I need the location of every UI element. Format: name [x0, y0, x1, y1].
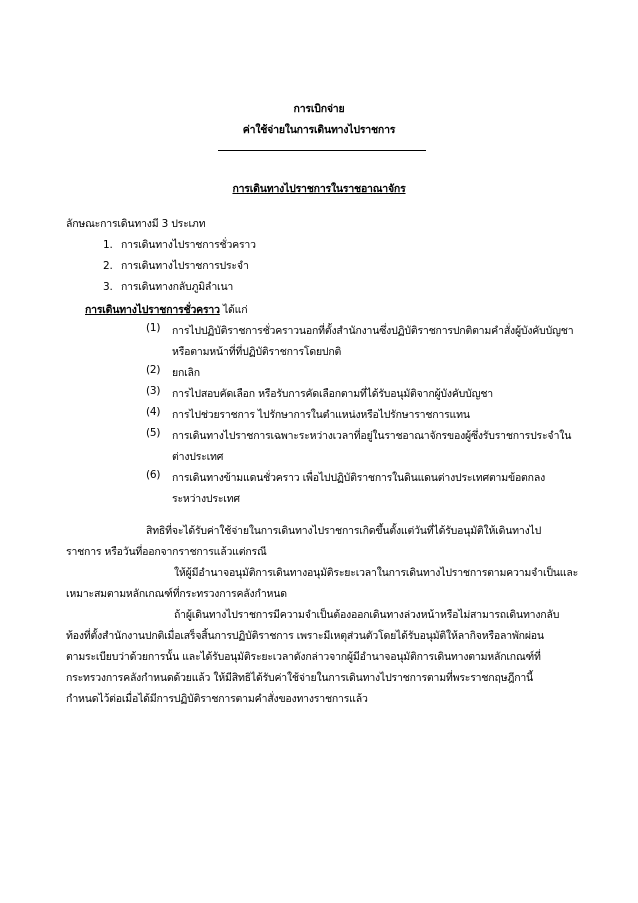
list-label: การเดินทางไปราชการชั่วคราว [121, 239, 256, 251]
temporary-item-number: (3) [146, 385, 161, 397]
paragraph-line: กำหนดไว้ต่อเมื่อได้มีการปฏิบัติราชการตามคำสั่งของทางราชการแล้ว [66, 693, 368, 705]
types-list-item [103, 278, 233, 295]
temporary-item-number: (6) [146, 469, 161, 481]
temporary-item-text: การไปปฏิบัติราชการชั่วคราวนอกที่ตั้งสำนักงานซึ่งปฏิบัติราชการปกติตามคำสั่งผู้บังคับบัญชา [172, 325, 574, 337]
list-number: 2. [103, 260, 113, 272]
paragraph-line: ท้องที่ตั้งสำนักงานปกติเมื่อเสร็จสิ้นการปฏิบัติราชการ เพราะมีเหตุส่วนตัวโดยได้รับอนุมัติให้ลากิจหรือลาพักผ่อน [66, 630, 544, 642]
paragraph-line: ให้ผู้มีอำนาจอนุมัติการเดินทางอนุมัติระยะเวลาในการเดินทางไปราชการตามความจำเป็นและ [174, 567, 579, 579]
paragraph-line: ถ้าผู้เดินทางไปราชการมีความจำเป็นต้องออกเดินทางล่วงหน้าหรือไม่สามารถเดินทางกลับ [174, 609, 560, 621]
paragraph-line: เหมาะสมตามหลักเกณฑ์ที่กระทรวงการคลังกำหนด [66, 588, 287, 600]
temporary-heading-suffix: ได้แก่ [219, 304, 248, 316]
list-number: 1. [103, 239, 113, 251]
temporary-item-text-cont: หรือตามหน้าที่ที่ปฏิบัติราชการโดยปกติ [172, 346, 342, 358]
list-label: การเดินทางไปราชการประจำ [121, 260, 249, 272]
temporary-item-number: (4) [146, 406, 161, 418]
types-intro: ลักษณะการเดินทางมี 3 ประเภท [66, 218, 206, 230]
temporary-item-number: (2) [146, 364, 161, 376]
temporary-item-number: (1) [146, 322, 161, 334]
types-list-item [103, 257, 249, 274]
paragraph-line: ราชการ หรือวันที่ออกจากราชการแล้วแต่กรณี [66, 546, 267, 558]
document-subtitle: ค่าใช้จ่ายในการเดินทางไปราชการ [242, 124, 396, 136]
temporary-item-text-cont: ต่างประเทศ [172, 451, 224, 463]
paragraph-line: สิทธิที่จะได้รับค่าใช้จ่ายในการเดินทางไปราชการเกิดขึ้นตั้งแต่วันที่ได้รับอนุมัติให้เดินทางไป [146, 525, 542, 537]
document-title: การเบิกจ่าย [293, 103, 345, 115]
temporary-item-text: การไปช่วยราชการ ไปรักษาการในตำแหน่งหรือไปรักษาราชการแทน [172, 409, 470, 421]
temporary-item-number: (5) [146, 427, 161, 439]
list-label: การเดินทางกลับภูมิลำเนา [121, 281, 234, 293]
list-number: 3. [103, 281, 113, 293]
paragraph-line: กระทรวงการคลังกำหนดด้วยแล้ว ให้มีสิทธิได้รับค่าใช้จ่ายในการเดินทางไปราชการตามที่พระราชกฤษฎีกานี้ [66, 672, 534, 684]
temporary-heading: การเดินทางไปราชการชั่วคราว [85, 304, 220, 316]
temporary-item-text: ยกเลิก [172, 367, 200, 379]
section-title: การเดินทางไปราชการในราชอาณาจักร [232, 183, 406, 195]
temporary-heading-line [85, 301, 247, 318]
temporary-item-text: การเดินทางข้ามแดนชั่วคราว เพื่อไปปฏิบัติราชการในดินแดนต่างประเทศตามข้อตกลง [172, 472, 545, 484]
temporary-item-text: การเดินทางไปราชการเฉพาะระหว่างเวลาที่อยู่ในราชอาณาจักรของผู้ซึ่งรับราชการประจำใน [172, 430, 572, 442]
temporary-item-text: การไปสอบคัดเลือก หรือรับการคัดเลือกตามที่ได้รับอนุมัติจากผู้บังคับบัญชา [172, 388, 493, 400]
paragraph-line: ตามระเบียบว่าด้วยการนั้น และได้รับอนุมัติระยะเวลาดังกล่าวจากผู้มีอำนาจอนุมัติการเดินทางตามหลักเกณฑ์ที่ [66, 651, 541, 663]
title-divider [218, 150, 426, 151]
temporary-item-text-cont: ระหว่างประเทศ [172, 493, 240, 505]
types-list-item [103, 236, 256, 253]
